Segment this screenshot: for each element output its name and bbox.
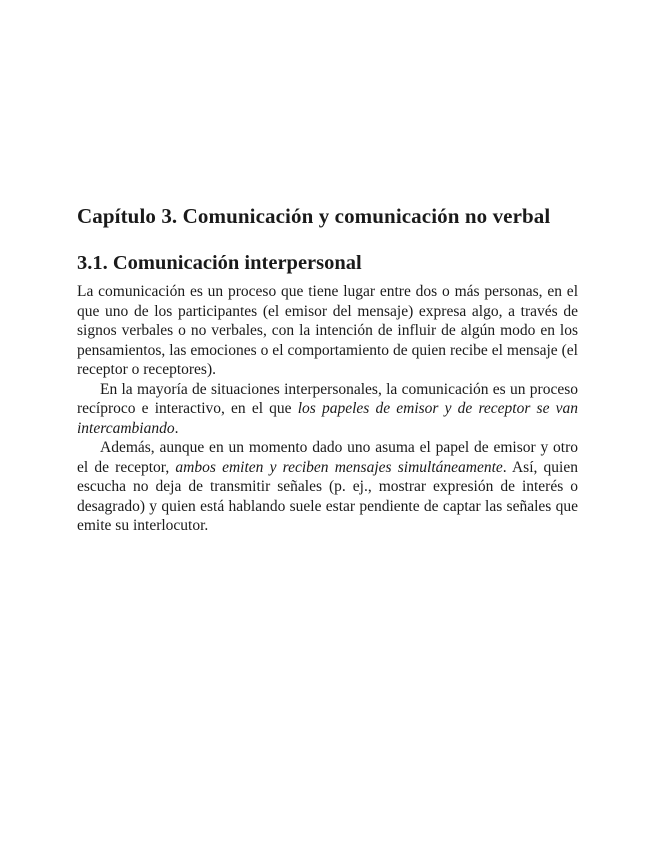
section-title: 3.1. Comunicación interpersonal [77,252,362,274]
paragraph-3-text-start: Además, aunque en un momento dado uno asuma el papel de emisor y otro el de receptor, [77,439,578,476]
paragraph-2-emphasis: los papeles de emisor y de receptor se van intercambiando [77,400,578,437]
document-page [77,203,578,536]
paragraph-2-text-start: En la mayoría de situaciones interpersonales, la comunicación es un proceso recíproco e interactivo, en el que [77,380,578,417]
paragraph-3 [77,438,578,536]
paragraph-1: La comunicación es un proceso que tiene lugar entre dos o más personas, en el que uno de los participantes (el emisor del mensaje) expresa algo, a través de signos verbales o no verbales, con la intención de influir de algún modo en los pensamientos, las emociones o el comportamiento de quien recibe el mensaje (el receptor o receptores). [77,283,578,378]
paragraph-3-text-end: . Así, quien escucha no deja de transmitir señales (p. ej., mostrar expresión de interés o desagrado) y quien está hablando suele estar pendiente de captar las señales que emite su interlocutor. [77,458,578,534]
section-body [77,282,578,536]
chapter-title: Capítulo 3. Comunicación y comunicación no verbal [77,204,551,228]
paragraph-2 [77,380,578,439]
paragraph-3-emphasis: ambos emiten y reciben mensajes simultáneamente [175,458,503,476]
paragraph-2-text-end: . [174,419,179,437]
